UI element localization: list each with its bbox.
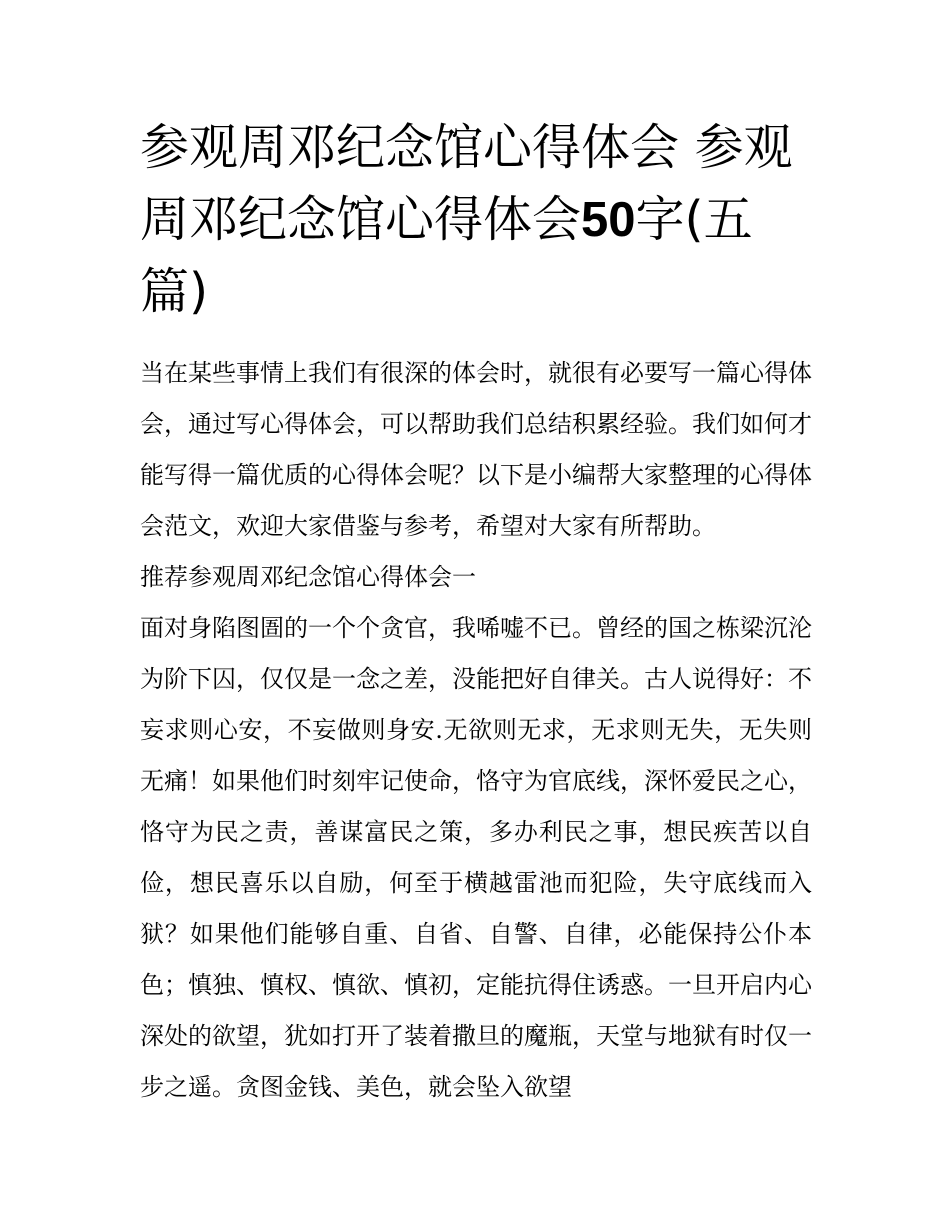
document-body xyxy=(140,348,812,1113)
title-text-part2: 字(五篇) xyxy=(140,191,753,320)
document-title xyxy=(140,112,812,328)
title-number: 50 xyxy=(581,193,636,247)
section-heading: 推荐参观周邓纪念馆心得体会一 xyxy=(140,563,476,591)
document-page xyxy=(140,112,812,1113)
intro-paragraph: 当在某些事情上我们有很深的体会时，就很有必要写一篇心得体会，通过写心得体会，可以帮助我们总结积累经验。我们如何才能写得一篇优质的心得体会呢？以下是小编帮大家整理的心得体会范文，欢迎大家借鉴与参考，希望对大家有所帮助。 xyxy=(140,359,812,540)
title-text-part1: 参观周邓纪念馆心得体会 参观周邓纪念馆心得体会 xyxy=(140,119,793,248)
body-paragraph: 面对身陷图圄的一个个贪官，我唏嘘不已。曾经的国之栋梁沉沦为阶下囚，仅仅是一念之差，没能把好自律关。古人说得好：不妄求则心安，不妄做则身安.无欲则无求，无求则无失，无失则无痛！如果他们时刻牢记使命，恪守为官底线，深怀爱民之心，恪守为民之责，善谋富民之策，多办利民之事，想民疾苦以自俭，想民喜乐以自励，何至于横越雷池而犯险，失守底线而入狱？如果他们能够自重、自省、自警、自律，必能保持公仆本色；慎独、慎权、慎欲、慎初，定能抗得住诱惑。一旦开启内心深处的欲望，犹如打开了装着撒旦的魔瓶，天堂与地狱有时仅一步之遥。贪图金钱、美色，就会坠入欲望 xyxy=(140,614,812,1101)
